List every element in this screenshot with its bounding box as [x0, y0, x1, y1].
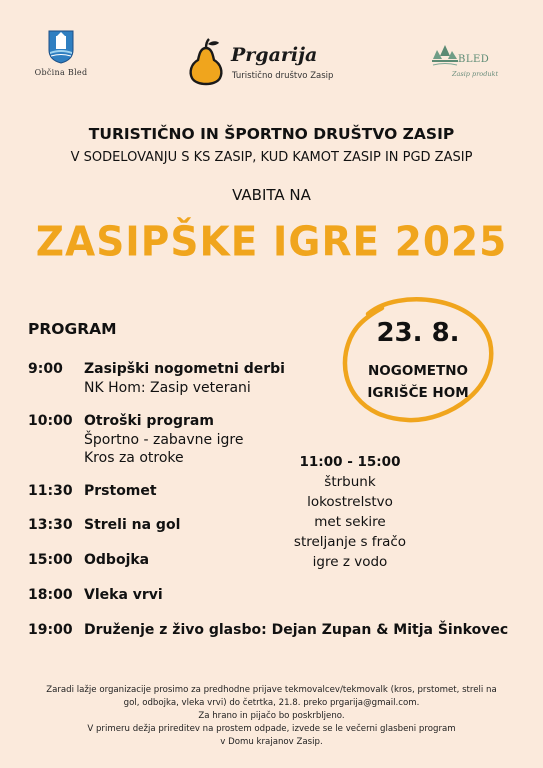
program-title: Zasipški nogometni derbi: [84, 361, 285, 377]
logo-left-caption: Občina Bled: [34, 68, 88, 77]
venue-line-2: IGRIŠČE HOM: [367, 385, 469, 401]
invite-line: VABITA NA: [232, 186, 311, 204]
bled-logo: [430, 38, 500, 88]
obcina-bled-logo: [30, 30, 92, 77]
program-heading: PROGRAM: [28, 320, 117, 338]
date-circle-outline: [338, 292, 498, 426]
side-activities: [290, 452, 410, 572]
venue-line-1: NOGOMETNO: [368, 363, 468, 379]
program-time: 11:30: [28, 483, 73, 499]
prgarija-logo: [186, 38, 346, 90]
program-title: Odbojka: [84, 552, 150, 568]
program-title: Vleka vrvi: [84, 587, 163, 603]
program-time: 19:00: [28, 622, 73, 638]
program-detail: Športno - zabavne igre: [84, 432, 244, 448]
footer-line: gol, odbojka, vleka vrvi) do četrtka, 21.8. preko prgarija@gmail.com.: [123, 698, 420, 708]
side-activity: štrbunk: [324, 474, 376, 490]
brand-name: Prgarija: [231, 44, 318, 66]
event-venue: [338, 360, 498, 404]
bled-script: Zasip produkt: [452, 70, 499, 78]
program-title: Otroški program: [84, 413, 214, 429]
side-activities-time: 11:00 - 15:00: [299, 454, 401, 470]
side-activity: met sekire: [314, 514, 386, 530]
program-title: Druženje z živo glasbo: Dejan Zupan & Mitja Šinkovec: [84, 622, 509, 638]
partners-line: V SODELOVANJU S KS ZASIP, KUD KAMOT ZASIP IN PGD ZASIP: [70, 150, 473, 165]
side-activity: streljanje s fračo: [293, 534, 407, 550]
footer-line: Zaradi lažje organizacije prosimo za predhodne prijave tekmovalcev/tekmovalk (kros, prstomet, streli na: [46, 685, 497, 695]
program-detail: Kros za otroke: [84, 450, 184, 466]
island-icon: [430, 42, 460, 72]
program-time: 18:00: [28, 587, 73, 603]
footer-line: Za hrano in pijačo bo poskrbljeno.: [198, 711, 345, 721]
footer-line: v Domu krajanov Zasip.: [220, 737, 323, 747]
side-activity: igre z vodo: [312, 554, 388, 570]
pear-icon: [186, 38, 226, 88]
program-detail: NK Hom: Zasip veterani: [84, 380, 251, 396]
event-title: ZASIPŠKE IGRE 2025: [35, 218, 508, 267]
program-title: Prstomet: [84, 483, 157, 499]
program-title: Streli na gol: [84, 517, 181, 533]
event-date: 23. 8.: [376, 318, 460, 348]
footer-notes: [20, 684, 523, 749]
program-time: 10:00: [28, 413, 73, 429]
bled-wordmark: BLED: [458, 54, 490, 65]
footer-line: V primeru dežja prireditev na prostem odpade, izvede se le večerni glasbeni program: [87, 724, 456, 734]
side-activity: lokostrelstvo: [307, 494, 393, 510]
brand-tagline: Turistično društvo Zasip: [232, 71, 334, 81]
program-time: 13:30: [28, 517, 73, 533]
organizer-title: TURISTIČNO IN ŠPORTNO DRUŠTVO ZASIP: [88, 125, 455, 143]
program-time: 9:00: [28, 361, 63, 377]
coat-of-arms-icon: [48, 30, 74, 64]
program-time: 15:00: [28, 552, 73, 568]
